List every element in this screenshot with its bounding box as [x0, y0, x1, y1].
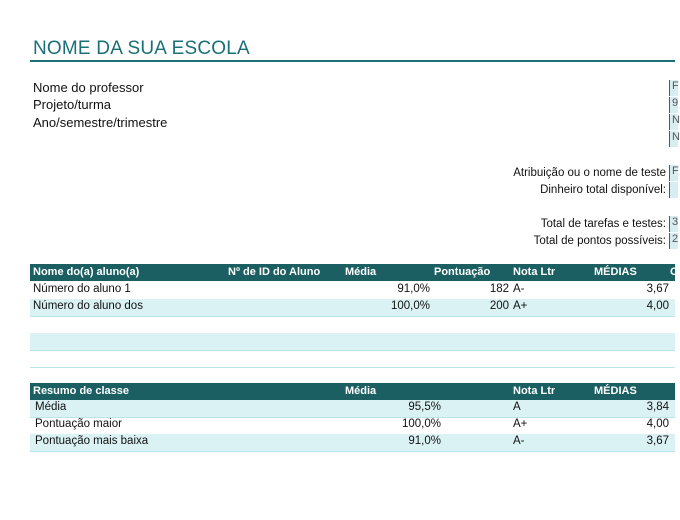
col-header-summary-media[interactable]: Média: [345, 385, 377, 397]
summary-media: 95,5%: [408, 401, 441, 413]
col-header-student-id[interactable]: Nº de ID do Aluno: [228, 266, 321, 278]
col-header-media[interactable]: Média: [345, 266, 377, 278]
summary-medias: 3,84: [646, 401, 669, 413]
student-media: 100,0%: [390, 300, 430, 312]
student-media: 91,0%: [397, 283, 430, 295]
project-label: Projeto/turma: [33, 97, 112, 112]
term-value-cell[interactable]: N: [669, 114, 678, 130]
col-header-summary-nota[interactable]: Nota Ltr: [513, 385, 556, 397]
project-value-cell[interactable]: 9: [669, 97, 678, 113]
total-points-cell[interactable]: 2: [669, 233, 678, 249]
student-name: Número do aluno dos: [33, 300, 143, 312]
assignment-name-label: Atribuição ou o nome de teste: [513, 167, 666, 179]
school-name-title: NOME DA SUA ESCOLA: [33, 38, 250, 59]
table-row[interactable]: [30, 282, 675, 300]
summary-label: Pontuação maior: [35, 418, 122, 430]
col-header-summary[interactable]: Resumo de classe: [33, 385, 129, 397]
extra-value-cell[interactable]: N: [669, 131, 678, 147]
col-header-medias[interactable]: MÉDIAS: [594, 266, 637, 278]
table-row-empty[interactable]: [30, 316, 675, 334]
teacher-value-cell[interactable]: F: [669, 80, 678, 96]
title-underline: [30, 60, 675, 62]
summary-row[interactable]: [30, 434, 675, 452]
table-row-empty[interactable]: [30, 350, 675, 368]
assignment-name-cell[interactable]: F: [669, 165, 678, 181]
table-row-empty[interactable]: [30, 333, 675, 351]
student-pontuacao: 200: [489, 300, 509, 312]
student-name: Número do aluno 1: [33, 283, 131, 295]
term-label: Ano/semestre/trimestre: [33, 115, 168, 130]
summary-nota: A-: [513, 435, 525, 447]
col-header-summary-medias[interactable]: MÉDIAS: [594, 385, 637, 397]
summary-label: Pontuação mais baixa: [35, 435, 149, 447]
total-tasks-cell[interactable]: 3: [669, 216, 678, 232]
summary-nota: A: [513, 401, 521, 413]
total-points-label: Total de pontos possíveis:: [533, 235, 666, 247]
summary-media: 91,0%: [408, 435, 441, 447]
summary-medias: 3,67: [646, 435, 669, 447]
summary-label: Média: [35, 401, 67, 413]
money-value-cell[interactable]: [669, 182, 678, 198]
teacher-label: Nome do professor: [33, 80, 144, 95]
col-header-pontuacao[interactable]: Pontuação: [434, 266, 491, 278]
total-tasks-label: Total de tarefas e testes:: [540, 218, 666, 230]
col-header-c[interactable]: C: [670, 266, 678, 278]
summary-medias: 4,00: [646, 418, 669, 430]
summary-row[interactable]: [30, 417, 675, 435]
student-medias: 4,00: [646, 300, 669, 312]
student-nota: A-: [513, 283, 525, 295]
summary-row[interactable]: [30, 400, 675, 418]
students-table-header: [30, 264, 678, 281]
student-medias: 3,67: [646, 283, 669, 295]
money-label: Dinheiro total disponível:: [540, 184, 666, 196]
summary-nota: A+: [513, 418, 528, 430]
table-row[interactable]: [30, 299, 675, 317]
student-pontuacao: 182: [489, 283, 509, 295]
summary-table-header: [30, 383, 675, 400]
col-header-student-name[interactable]: Nome do(a) aluno(a): [33, 266, 140, 278]
student-nota: A+: [513, 300, 528, 312]
summary-media: 100,0%: [401, 418, 441, 430]
col-header-nota-ltr[interactable]: Nota Ltr: [513, 266, 556, 278]
